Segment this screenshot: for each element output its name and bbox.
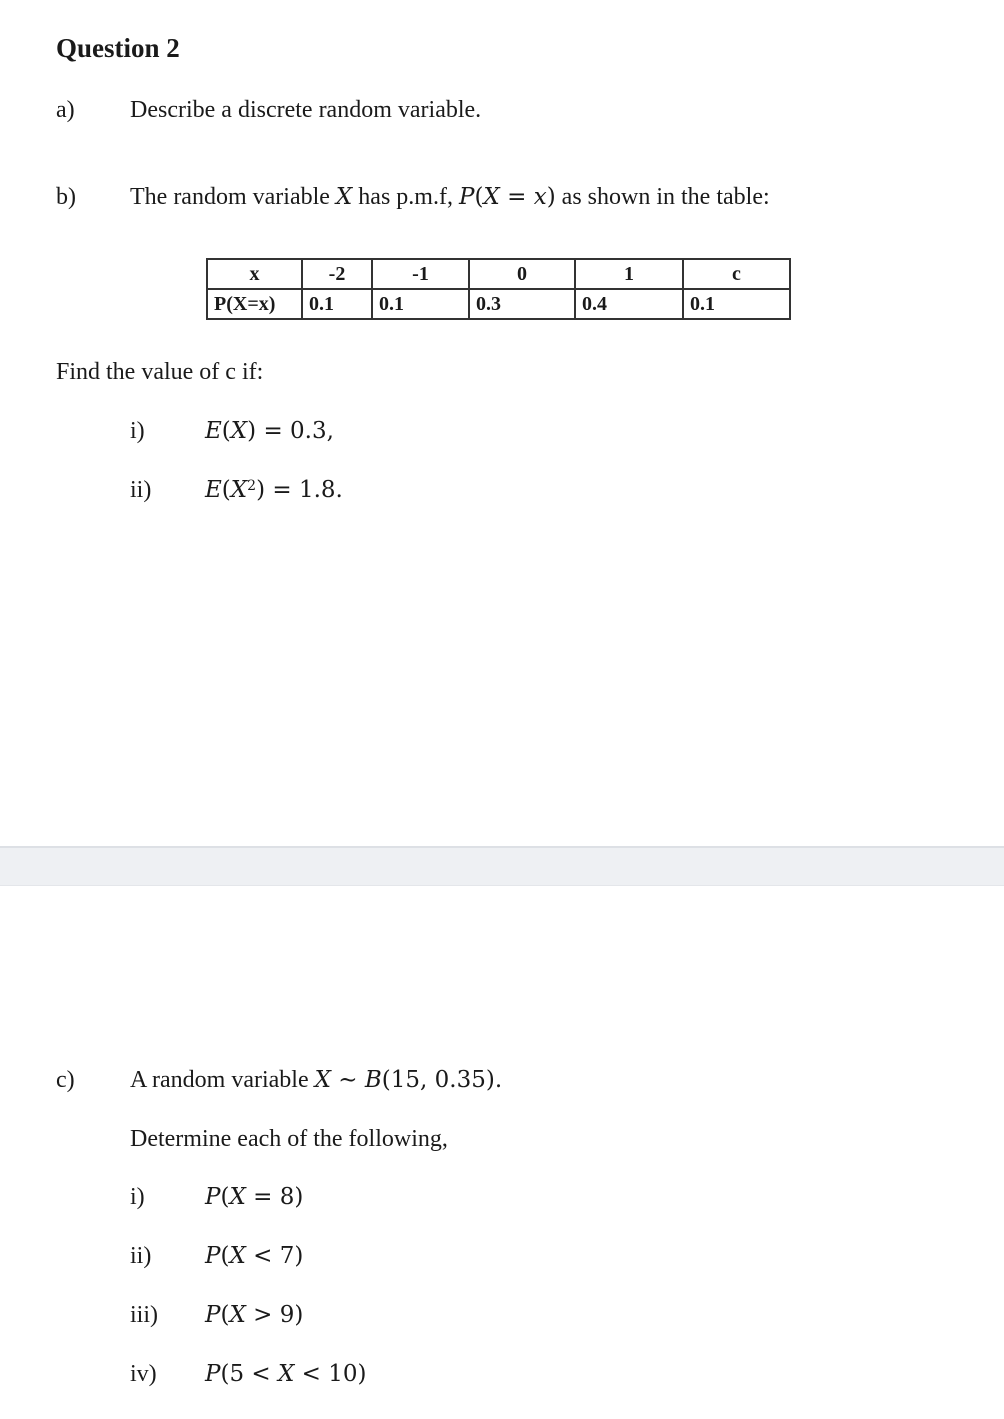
pmf-prob-cell: 0.3 bbox=[469, 289, 575, 319]
expr-rest: ) = 1.8. bbox=[256, 477, 343, 503]
pmf-table-header-row bbox=[207, 259, 790, 289]
expr-X: X bbox=[277, 1361, 295, 1387]
page-gap bbox=[0, 846, 1004, 886]
expr-X: X bbox=[229, 1184, 246, 1210]
determine-text: Determine each of the following, bbox=[130, 1126, 448, 1152]
probability-expression bbox=[205, 1183, 303, 1211]
find-value-text: Find the value of c if: bbox=[56, 359, 264, 385]
expectation-expression bbox=[205, 417, 334, 445]
dist-B: B bbox=[364, 1067, 382, 1093]
pmf-table-prob-row bbox=[207, 289, 790, 319]
expr-rest: < 7) bbox=[245, 1243, 304, 1269]
probability-expression bbox=[205, 1360, 367, 1388]
pmf-open: ( bbox=[474, 184, 484, 210]
expr-rest: ) = 0.3, bbox=[247, 418, 334, 444]
expr-E: E bbox=[205, 418, 222, 444]
dist-X: X bbox=[314, 1067, 331, 1093]
part-c-text bbox=[130, 1066, 502, 1094]
pmf-expression bbox=[459, 184, 556, 210]
probability-expression bbox=[205, 1301, 303, 1329]
expr-rest: = 8) bbox=[245, 1184, 304, 1210]
probability-expression bbox=[205, 1242, 303, 1270]
expr-X: X bbox=[229, 1302, 246, 1328]
pmf-prob-cell: 0.1 bbox=[683, 289, 790, 319]
dist-params: (15, 0.35). bbox=[381, 1067, 503, 1093]
part-b-sub-label: i) bbox=[130, 418, 145, 444]
expr-P: P bbox=[205, 1302, 221, 1328]
dist-tilde: ∼ bbox=[330, 1067, 365, 1093]
pmf-header-cell: 0 bbox=[469, 259, 575, 289]
part-c-text-before: A random variable bbox=[130, 1067, 309, 1093]
expr-P: P bbox=[205, 1243, 221, 1269]
part-a-label: a) bbox=[56, 97, 75, 123]
pmf-header-cell: -1 bbox=[372, 259, 469, 289]
pmf-header-cell: 1 bbox=[575, 259, 683, 289]
expr-E: E bbox=[205, 477, 222, 503]
pmf-close: ) bbox=[546, 184, 556, 210]
pmf-header-cell: x bbox=[207, 259, 302, 289]
expr-P: P bbox=[205, 1184, 221, 1210]
expr-X: X bbox=[230, 418, 248, 444]
expr-P: P bbox=[205, 1361, 221, 1387]
part-b-text-after: as shown in the table: bbox=[561, 184, 770, 210]
pmf-prob-cell: 0.1 bbox=[372, 289, 469, 319]
pmf-header-cell: -2 bbox=[302, 259, 372, 289]
part-c-sub-label: i) bbox=[130, 1184, 145, 1210]
part-b-variable: X bbox=[335, 184, 353, 210]
question-title: Question 2 bbox=[56, 33, 180, 63]
part-b-text-before: The random variable bbox=[130, 184, 330, 210]
part-b-text-mid: has p.m.f, bbox=[358, 184, 453, 210]
expr-open: ( bbox=[220, 1243, 230, 1269]
expr-open: ( bbox=[221, 477, 231, 503]
pmf-p: P bbox=[458, 184, 475, 210]
pmf-prob-cell: 0.1 bbox=[302, 289, 372, 319]
expr-open: ( bbox=[221, 418, 231, 444]
expr-open: ( bbox=[220, 1302, 230, 1328]
expr-open: (5 < bbox=[220, 1361, 278, 1387]
pmf-header-cell: c bbox=[683, 259, 790, 289]
expr-exponent: 2 bbox=[247, 478, 257, 494]
part-b-label: b) bbox=[56, 184, 76, 210]
distribution-expression bbox=[315, 1067, 503, 1093]
pmf-x: x bbox=[533, 184, 547, 210]
pmf-X: X bbox=[483, 184, 500, 210]
document-page-2 bbox=[0, 886, 1004, 1419]
part-b-text bbox=[130, 183, 770, 211]
expr-rest: > 9) bbox=[245, 1302, 304, 1328]
part-a-text: Describe a discrete random variable. bbox=[130, 97, 482, 123]
part-c-sub-label: iii) bbox=[130, 1302, 158, 1328]
part-c-sub-label: ii) bbox=[130, 1243, 152, 1269]
pmf-eq: = bbox=[499, 184, 534, 210]
expr-rest: < 10) bbox=[294, 1361, 367, 1387]
expr-X: X bbox=[230, 477, 248, 503]
part-c-sub-label: iv) bbox=[130, 1361, 157, 1387]
pmf-prob-cell: P(X=x) bbox=[207, 289, 302, 319]
second-moment-expression bbox=[205, 476, 343, 504]
pmf-table bbox=[206, 258, 791, 320]
part-b-sub-label: ii) bbox=[130, 477, 152, 503]
part-c-label: c) bbox=[56, 1067, 75, 1093]
expr-open: ( bbox=[220, 1184, 230, 1210]
pmf-prob-cell: 0.4 bbox=[575, 289, 683, 319]
expr-X: X bbox=[229, 1243, 246, 1269]
